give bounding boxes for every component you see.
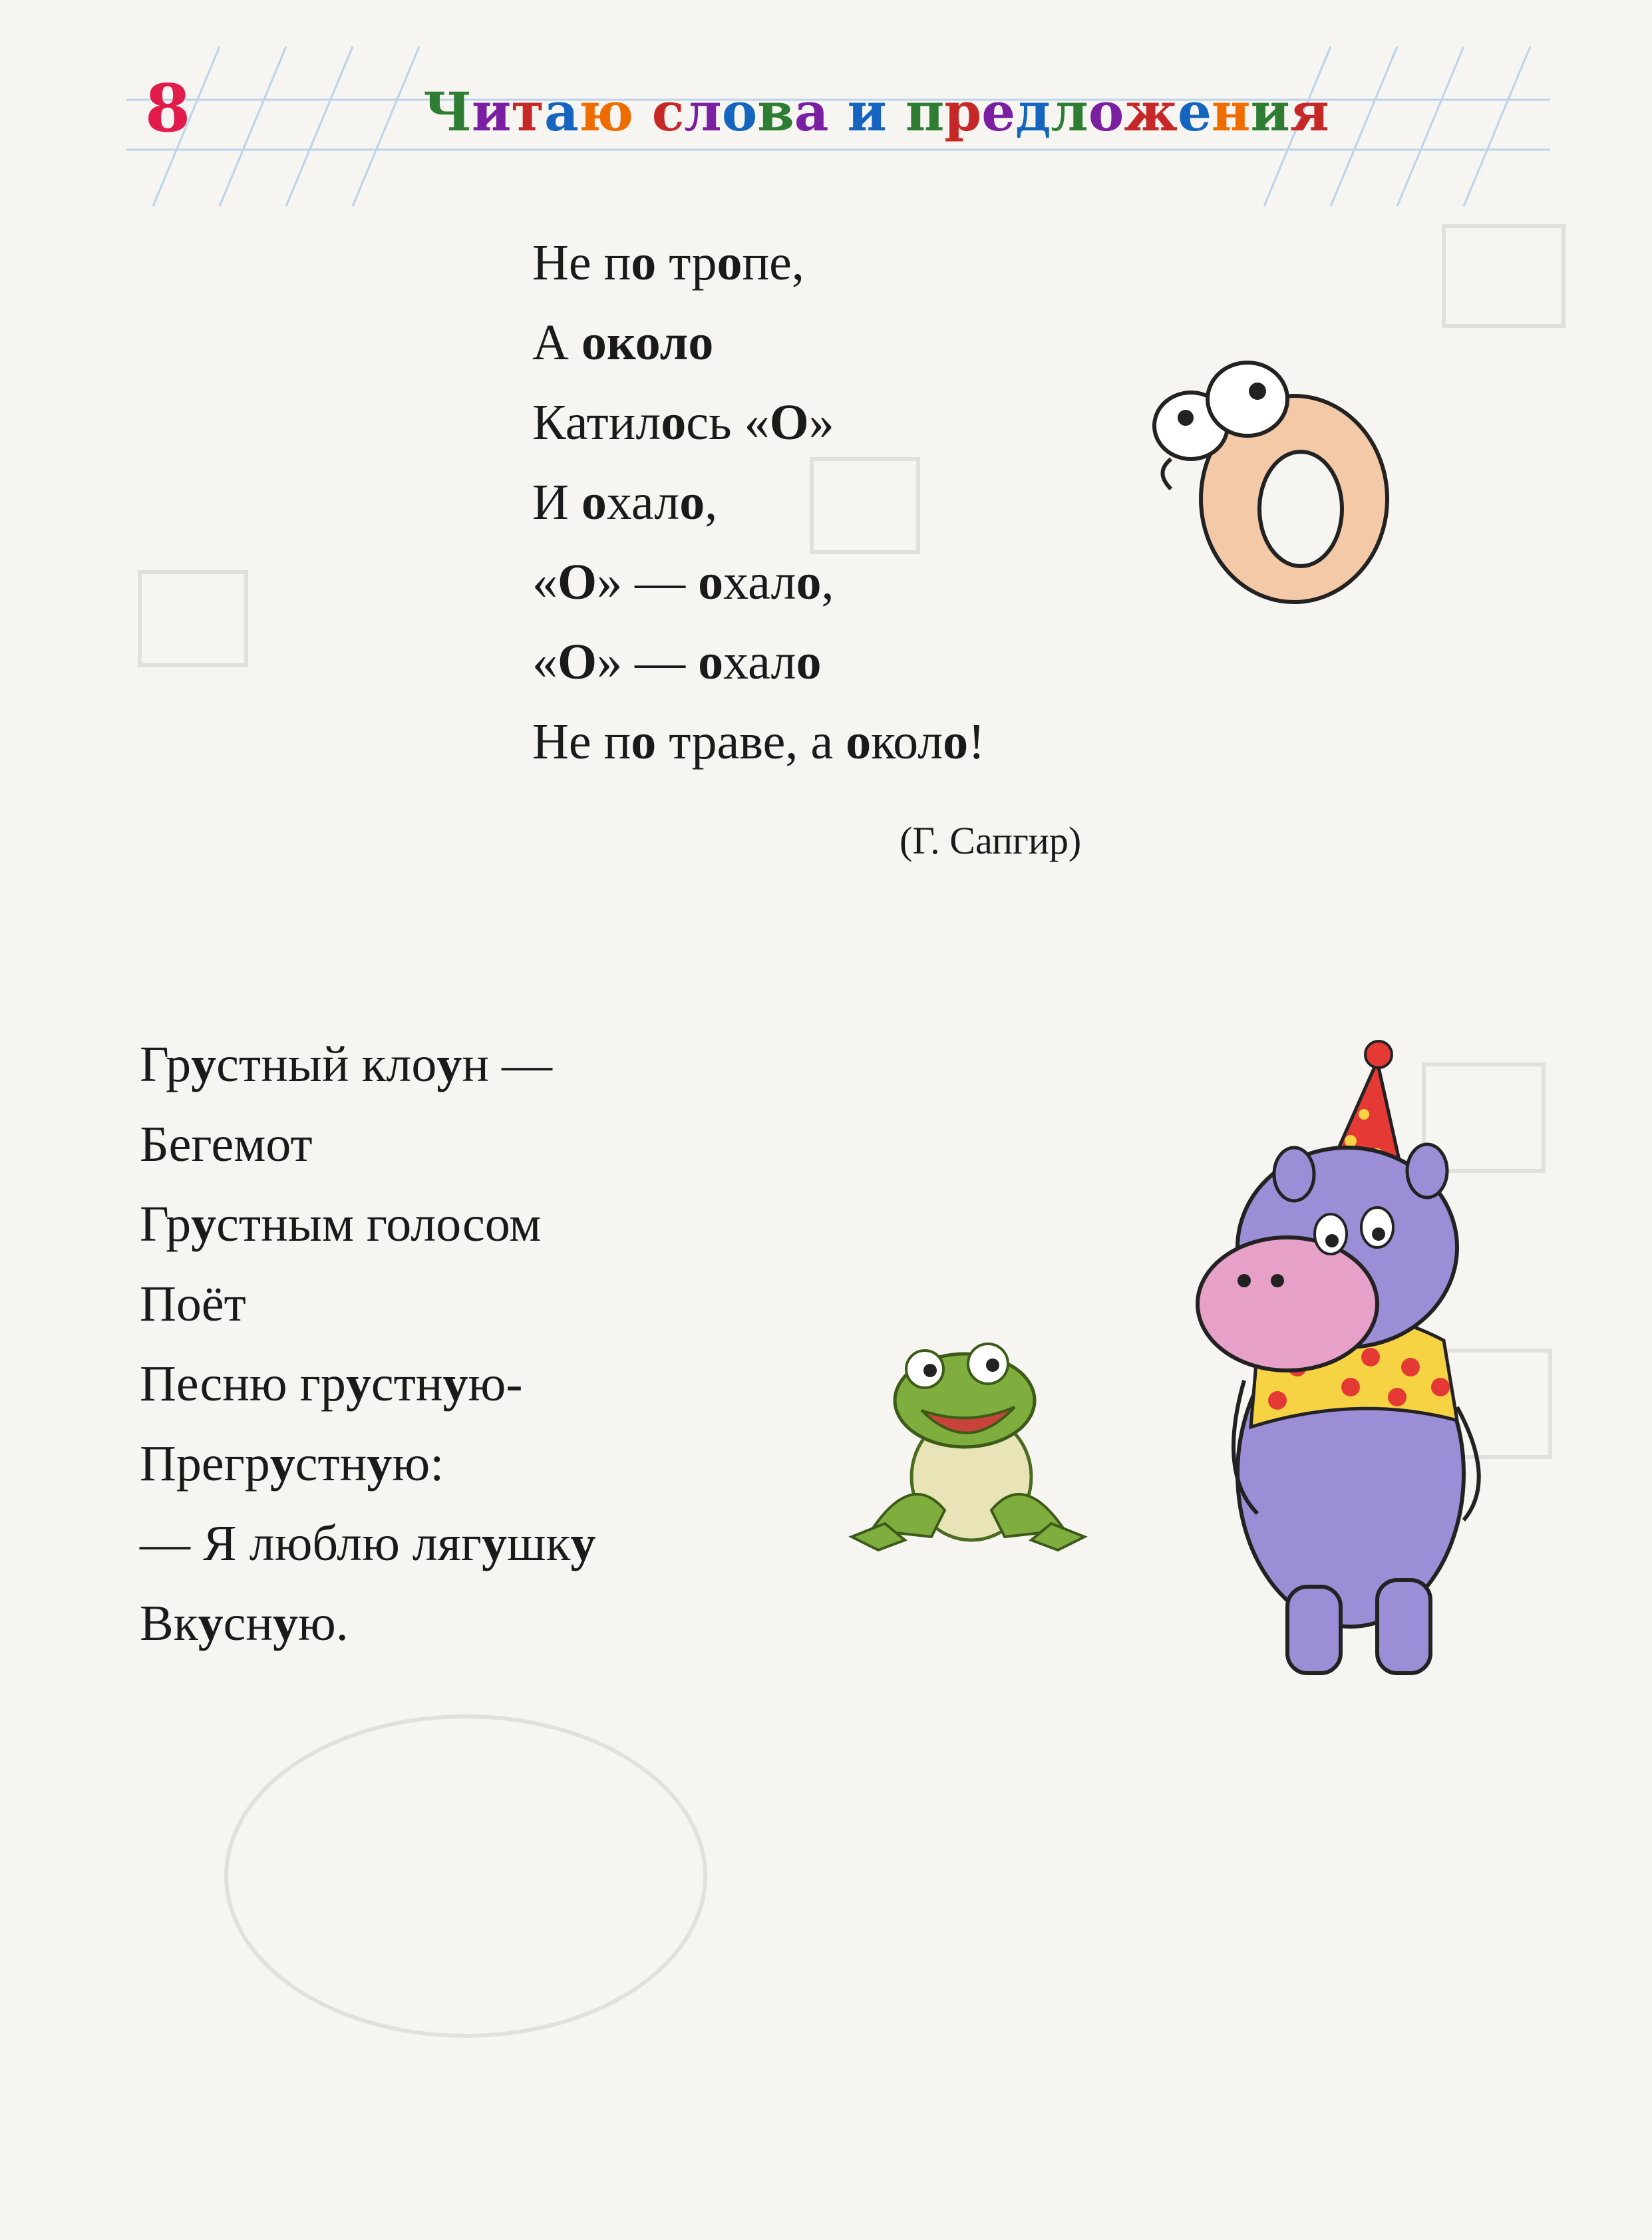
title-letter: я	[1289, 80, 1329, 143]
line-text: ю:	[392, 1436, 444, 1492]
title-letter: и	[1250, 80, 1290, 143]
bold-vowel: около	[581, 315, 714, 371]
hippo-illustration	[1178, 1035, 1497, 1686]
line-text: Бегемот	[140, 1116, 313, 1172]
line-text: » —	[597, 634, 699, 690]
poem-hippo-line	[140, 1583, 595, 1663]
line-text: «	[532, 554, 558, 610]
poem-hippo-line	[140, 1504, 595, 1583]
line-text: н —	[462, 1037, 553, 1092]
poem-o-line	[532, 622, 985, 702]
bold-vowel: у	[570, 1516, 596, 1571]
poem-hippo-line	[140, 1025, 595, 1104]
title-letter: л	[684, 80, 722, 143]
poem-hippo-line	[140, 1424, 595, 1504]
bold-vowel: у	[198, 1595, 224, 1651]
line-text: !	[968, 714, 985, 770]
line-text: стн	[295, 1436, 367, 1492]
title-letter	[829, 85, 848, 138]
line-text: Песню гр	[140, 1356, 346, 1412]
title-letter: ж	[1124, 80, 1178, 143]
title-letter: в	[757, 80, 794, 143]
line-text: А	[532, 315, 581, 371]
poem-hippo-line	[140, 1104, 595, 1184]
letter-o-character-illustration	[1144, 359, 1391, 612]
bold-vowel: у	[273, 1595, 299, 1651]
title-letter: д	[1015, 80, 1051, 143]
line-text: Не п	[532, 714, 631, 770]
bold-vowel: о	[846, 714, 872, 770]
bold-vowel: у	[269, 1436, 295, 1492]
line-text: тр	[656, 235, 717, 291]
bold-vowel: у	[436, 1037, 462, 1092]
line-text: ,	[821, 554, 834, 610]
line-text: ю-	[468, 1356, 523, 1412]
line-text: «	[532, 634, 558, 690]
title-letter: и	[847, 80, 887, 143]
poem-o-line	[532, 462, 985, 542]
bold-vowel: о	[661, 395, 687, 450]
bold-vowel: о	[717, 235, 743, 291]
title-letter: т	[511, 80, 544, 143]
line-text: стным голосом	[216, 1196, 542, 1252]
poem-o	[532, 223, 985, 782]
section-title	[423, 80, 1329, 143]
frog-illustration	[845, 1337, 1091, 1557]
line-text: Катил	[532, 395, 661, 450]
poem-o-line	[532, 223, 985, 303]
bold-vowel: о	[581, 474, 607, 530]
line-text: И	[532, 474, 581, 530]
title-letter: е	[1177, 80, 1212, 143]
line-text: сь «	[686, 395, 770, 450]
title-letter: н	[1211, 80, 1251, 143]
title-letter: и	[472, 80, 512, 143]
line-text: сн	[223, 1595, 273, 1651]
line-text: траве, а	[656, 714, 846, 770]
line-text: Прегр	[140, 1436, 270, 1492]
bold-vowel: О	[558, 554, 597, 610]
bold-vowel: у	[442, 1356, 468, 1412]
title-letter: р	[944, 80, 982, 143]
bold-vowel: у	[481, 1516, 507, 1571]
bold-vowel: о	[698, 554, 724, 610]
line-text: Вк	[140, 1595, 198, 1651]
title-letter: а	[544, 80, 579, 143]
poem-hippo-line	[140, 1344, 595, 1424]
bold-vowel: у	[191, 1196, 217, 1252]
bold-vowel: о	[698, 634, 724, 690]
page-number: 8	[145, 71, 191, 147]
line-text: Поёт	[140, 1276, 246, 1332]
line-text: хал	[606, 474, 680, 530]
poem-hippo	[140, 1025, 595, 1663]
bold-vowel: о	[943, 714, 969, 770]
line-text: шк	[506, 1516, 571, 1571]
poem-o-line	[532, 383, 985, 462]
bold-vowel: О	[769, 395, 809, 450]
title-letter	[633, 85, 652, 138]
bold-vowel: О	[558, 634, 597, 690]
bold-vowel: о	[796, 634, 822, 690]
poem-hippo-line	[140, 1184, 595, 1264]
line-text: — Я люблю ляг	[140, 1516, 482, 1571]
bold-vowel: у	[367, 1436, 393, 1492]
line-text: Не п	[532, 235, 631, 291]
poem-author: (Г. Сапгир)	[900, 819, 1082, 862]
line-text: пе,	[742, 235, 804, 291]
line-text: »	[808, 395, 834, 450]
line-text: хал	[723, 634, 796, 690]
bold-vowel: о	[679, 474, 705, 530]
title-letter: п	[905, 80, 945, 143]
title-letter: ю	[578, 80, 633, 143]
poem-hippo-line	[140, 1264, 595, 1344]
title-letter: е	[981, 80, 1016, 143]
line-text: ю.	[298, 1595, 349, 1651]
line-text: Гр	[140, 1196, 192, 1252]
line-text: » —	[597, 554, 699, 610]
title-letter: л	[1051, 80, 1088, 143]
poem-o-line	[532, 702, 985, 782]
line-text: кол	[871, 714, 943, 770]
line-text: Гр	[140, 1037, 192, 1092]
title-letter: о	[1088, 80, 1124, 143]
line-text: хал	[723, 554, 796, 610]
line-text: стный кло	[216, 1037, 437, 1092]
bold-vowel: о	[631, 714, 657, 770]
bold-vowel: у	[191, 1037, 217, 1092]
poem-o-line	[532, 542, 985, 622]
bold-vowel: у	[345, 1356, 371, 1412]
line-text: ,	[705, 474, 718, 530]
poem-o-line	[532, 303, 985, 383]
title-letter: о	[721, 80, 758, 143]
title-letter: а	[794, 80, 829, 143]
title-letter: Ч	[423, 80, 472, 143]
title-letter: с	[651, 80, 685, 143]
bold-vowel: о	[631, 235, 657, 291]
line-text: стн	[371, 1356, 443, 1412]
title-letter	[887, 85, 906, 138]
bold-vowel: о	[796, 554, 822, 610]
